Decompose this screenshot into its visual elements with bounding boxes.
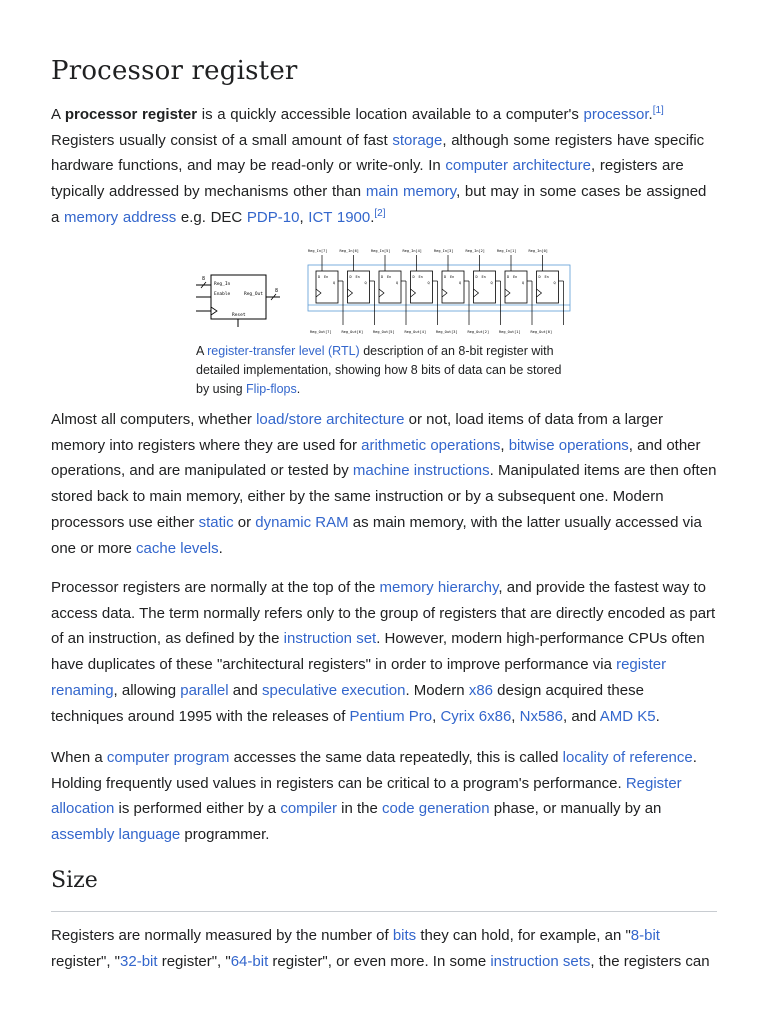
citation-1[interactable]: [1] (652, 105, 664, 116)
reg-out-label: Reg_Out[0] (530, 330, 553, 334)
register-rtl-figure[interactable] (196, 245, 576, 342)
link-machine-instructions[interactable]: machine instructions (352, 462, 490, 480)
ff-en-label: En (481, 275, 486, 279)
ff-d-label: D (475, 275, 478, 279)
paragraph-2: Almost all computers, whether load/store architecture or not, load items of data from a larger memory into registers where they are used for arithmetic operations, bitwise operations, and other operations, and are manipulated or tested by machine instructions. Manipulated items are then often stored back to main memory, either by the same instruction or by a subsequent one. Modern processors use either static or dynamic RAM as main memory, with the latter usually accessed via one or more cache levels. (51, 411, 717, 557)
paragraph-3: Processor registers are normally at the top of the memory hierarchy, and provide the fastest way to access data. The term normally refers only to the group of registers that are directly encoded as part of an instruction, as defined by the instruction set. However, modern high-performance CPUs often have duplicates of these "architectural registers" in order to improve performance via register renaming, allowing parallel and speculative execution. Modern x86 design acquired these techniques around 1995 with the releases of Pentium Pro, Cyrix 6x86, Nx586, and AMD K5. (51, 579, 716, 725)
link-memory-hierarchy[interactable]: memory hierarchy (379, 579, 499, 596)
link-cache-levels[interactable]: cache levels (136, 539, 219, 557)
bus-width-out: 8 (275, 288, 279, 294)
link-assembly-language[interactable]: assembly language (51, 826, 181, 844)
ff-en-label: En (450, 275, 455, 279)
reg-in-label: Reg_In[7] (308, 249, 328, 253)
bus-width-in: 8 (202, 276, 206, 282)
link-64-bit[interactable]: 64-bit (230, 952, 269, 970)
figure-caption: A register-transfer level (RTL) description of an 8-bit register with detailed implementation, showing how 8 bits of data can be stored by using Flip-flops. (196, 344, 562, 396)
link-pentium-pro[interactable]: Pentium Pro (349, 707, 433, 725)
link-code-generation[interactable]: code generation (382, 800, 490, 818)
page-title: Processor register (51, 56, 298, 86)
block-label-enable: Enable (214, 292, 231, 297)
reg-in-label: Reg_In[5] (371, 249, 391, 253)
ff-d-label: D (381, 275, 384, 279)
reg-in-label: Reg_In[0] (528, 249, 548, 253)
link-x86[interactable]: x86 (468, 681, 493, 699)
link-8-bit[interactable]: 8-bit (630, 927, 660, 944)
ff-d-label: D (412, 275, 415, 279)
flip-flop-array (308, 249, 570, 334)
ff-d-label: D (349, 275, 352, 279)
link-storage[interactable]: storage (392, 131, 443, 149)
ff-q-label: Q (364, 281, 367, 285)
paragraph-4: When a computer program accesses the same data repeatedly, this is called locality of reference. Holding frequently used values in registers can be critical to a program's performance. Register allocation is performed either by a compiler in the code generation phase, or manually by an assembly language programmer. (51, 749, 697, 844)
link-ict-1900[interactable]: ICT 1900 (308, 208, 371, 226)
block-label-out: Reg_Out (244, 292, 263, 297)
bold-term: processor register (64, 106, 198, 123)
ff-d-label: D (507, 275, 510, 279)
ff-en-label: En (513, 275, 518, 279)
ff-en-label: En (355, 275, 360, 279)
block-label-reset: Reset (232, 313, 246, 318)
link-bitwise[interactable]: bitwise operations (508, 436, 629, 454)
link-instruction-set[interactable]: instruction set (283, 630, 377, 648)
reg-in-label: Reg_In[4] (402, 249, 422, 253)
reg-out-label: Reg_Out[5] (373, 330, 395, 334)
reg-out-label: Reg_Out[2] (467, 330, 490, 334)
reg-out-label: Reg_Out[4] (404, 330, 427, 334)
section-heading-size: Size (51, 868, 98, 893)
link-locality[interactable]: locality of reference (562, 749, 693, 766)
link-computer-program[interactable]: computer program (106, 749, 230, 766)
link-compiler[interactable]: compiler (280, 800, 337, 818)
ff-d-label: D (318, 275, 321, 279)
ff-q-label: Q (427, 281, 430, 285)
link-cyrix[interactable]: Cyrix 6x86 (440, 707, 512, 725)
ff-en-label: En (544, 275, 549, 279)
link-parallel[interactable]: parallel (180, 681, 229, 699)
reg-out-label: Reg_Out[6] (341, 330, 364, 334)
reg-in-label: Reg_In[6] (339, 249, 359, 253)
register-block-symbol (196, 275, 280, 327)
ff-en-label: En (418, 275, 423, 279)
block-label-in: Reg_In (214, 282, 231, 287)
link-load-store[interactable]: load/store architecture (256, 411, 405, 428)
ff-en-label: En (324, 275, 329, 279)
link-instruction-sets[interactable]: instruction sets (490, 952, 591, 970)
reg-out-label: Reg_Out[7] (310, 330, 332, 334)
ff-q-label: Q (553, 281, 556, 285)
reg-in-label: Reg_In[1] (497, 249, 517, 253)
link-pdp-10[interactable]: PDP-10 (246, 208, 300, 226)
link-dynamic-ram[interactable]: dynamic RAM (255, 513, 349, 531)
intro-paragraph: A processor register is a quickly accessible location available to a computer's processor.[1] Registers usually consist of a small amount of fast storage, although some registers have specific hardware functions, and may be read-only or write-only. In computer architecture, registers are typically addressed by mechanisms other than main memory, but may in some cases be assigned a memory address e.g. DEC PDP-10, ICT 1900.[2] (51, 105, 707, 226)
link-speculative-execution[interactable]: speculative execution (262, 681, 406, 699)
link-main-memory[interactable]: main memory (365, 183, 457, 201)
reg-out-label: Reg_Out[3] (436, 330, 458, 334)
section-divider (51, 911, 717, 912)
link-computer-architecture[interactable]: computer architecture (445, 157, 591, 175)
ff-d-label: D (538, 275, 541, 279)
link-register-allocation[interactable]: Register allocation (51, 774, 682, 818)
reg-in-label: Reg_In[3] (434, 249, 454, 253)
link-memory-address[interactable]: memory address (64, 208, 177, 226)
reg-in-label: Reg_In[2] (465, 249, 485, 253)
link-arithmetic[interactable]: arithmetic operations (361, 436, 501, 454)
citation-2[interactable]: [2] (374, 207, 386, 219)
ff-q-label: Q (490, 281, 493, 285)
link-static[interactable]: static (198, 513, 234, 531)
ff-q-label: Q (522, 281, 525, 285)
link-processor[interactable]: processor (583, 106, 649, 123)
link-rtl[interactable]: register-transfer level (RTL) (207, 344, 360, 358)
ff-q-label: Q (396, 281, 399, 285)
reg-out-label: Reg_Out[1] (499, 330, 521, 334)
link-bits[interactable]: bits (392, 927, 417, 944)
ff-en-label: En (387, 275, 392, 279)
ff-d-label: D (444, 275, 447, 279)
paragraph-5: Registers are normally measured by the number of bits they can hold, for example, an "8-bit register", "32-bit register", "64-bit register", or even more. In some instruction sets, the registers can (51, 927, 710, 970)
link-flip-flops[interactable]: Flip-flops (246, 382, 297, 396)
ff-q-label: Q (333, 281, 336, 285)
register-diagram (196, 245, 576, 337)
link-amd-k5[interactable]: AMD K5 (599, 707, 656, 725)
link-nx586[interactable]: Nx586 (519, 707, 563, 725)
link-register-renaming[interactable]: register renaming (51, 656, 667, 699)
ff-q-label: Q (459, 281, 462, 285)
link-32-bit[interactable]: 32-bit (120, 952, 158, 970)
